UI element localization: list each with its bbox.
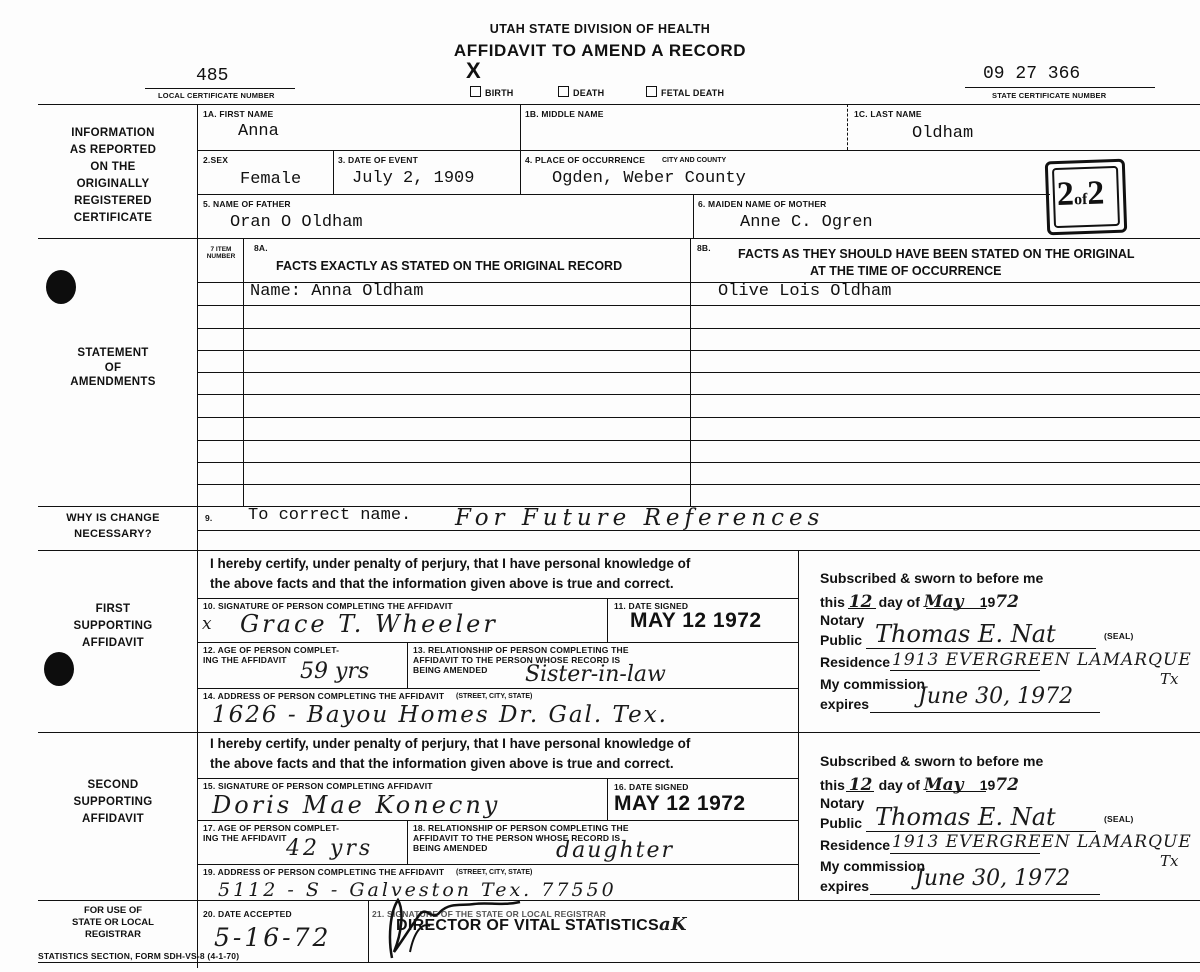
first-rel-label3: BEING AMENDED <box>413 665 488 675</box>
second-rel-label1: 18. RELATIONSHIP OF PERSON COMPLETING THE <box>413 823 629 833</box>
second-commission-label1: My commission <box>820 858 926 874</box>
date-accepted-value[interactable]: 5-16-72 <box>214 923 332 952</box>
date-accepted-label: 20. DATE ACCEPTED <box>203 909 292 919</box>
first-affidavit-label: FIRST SUPPORTING AFFIDAVIT <box>73 603 153 649</box>
second-notary-signature[interactable]: Thomas E. Nat <box>875 803 1056 831</box>
first-sworn-line1: Subscribed & sworn to before me <box>820 570 1044 586</box>
state-certificate-label: STATE CERTIFICATE NUMBER <box>992 91 1107 100</box>
section-amend-label: STATEMENT OF AMENDMENTS <box>70 347 156 388</box>
local-certificate-value: 485 <box>196 66 229 86</box>
first-address[interactable]: 1626 - Bayou Homes Dr. Gal. Tex. <box>212 702 668 728</box>
first-signature[interactable]: Grace T. Wheeler <box>240 610 498 638</box>
why-typed-reason[interactable]: To correct name. <box>248 506 412 525</box>
first-date-label: 11. DATE SIGNED <box>614 601 689 611</box>
first-age[interactable]: 59 yrs <box>300 659 370 684</box>
second-age-label2: ING THE AFFIDAVIT <box>203 833 287 843</box>
form-title: AFFIDAVIT TO AMEND A RECORD <box>453 41 747 60</box>
date-of-event-value[interactable]: July 2, 1909 <box>352 169 475 188</box>
registrar-label: FOR USE OF STATE OR LOCAL REGISTRAR <box>72 905 154 940</box>
first-seal-label: (SEAL) <box>1104 631 1134 641</box>
first-rel-label2: AFFIDAVIT TO THE PERSON WHOSE RECORD IS <box>413 655 621 665</box>
second-certify-line2: the above facts and that the information given above is true and correct. <box>210 756 674 771</box>
second-sworn-line1: Subscribed & sworn to before me <box>820 753 1044 769</box>
first-commission-label2: expires <box>820 696 870 712</box>
col-a-code: 8A. <box>254 243 268 253</box>
first-public-label: Public <box>820 632 863 648</box>
first-notary-signature[interactable]: Thomas E. Nat <box>875 620 1056 648</box>
second-sig-label: 15. SIGNATURE OF PERSON COMPLETING AFFIDAVIT <box>203 781 433 791</box>
state-certificate-value: 09 27 366 <box>983 64 1081 84</box>
first-name-value[interactable]: Anna <box>238 122 279 141</box>
registrar-sig-label: 21. SIGNATURE OF THE STATE OR LOCAL REGISTRAR <box>372 909 607 919</box>
second-age[interactable]: 42 yrs <box>286 836 374 861</box>
second-rel-label3: BEING AMENDED <box>413 843 488 853</box>
first-addr-sub: (STREET, CITY, STATE) <box>456 693 533 700</box>
col-b-header-line2: AT THE TIME OF OCCURRENCE <box>810 264 1002 278</box>
sex-value[interactable]: Female <box>240 170 302 189</box>
second-certify-line1: I hereby certify, under penalty of perjury, that I have personal knowledge of <box>210 736 691 751</box>
first-name-label: 1A. FIRST NAME <box>203 109 274 119</box>
second-residence-value[interactable]: 1913 EVERGREEN LAMARQUE <box>892 832 1192 852</box>
first-commission-label1: My commission <box>820 676 926 692</box>
first-certify-line2: the above facts and that the information given above is true and correct. <box>210 576 674 591</box>
place-label: 4. PLACE OF OCCURRENCE <box>525 155 646 165</box>
amend-original-value[interactable]: Name: Anna Oldham <box>250 282 424 301</box>
section-why-label: WHY IS CHANGE NECESSARY? <box>66 512 160 540</box>
why-handwritten-reason: For Future References <box>455 505 825 531</box>
second-seal-label: (SEAL) <box>1104 814 1134 824</box>
fetal-death-checkbox[interactable] <box>646 86 657 97</box>
item-number-label: 7 ITEM NUMBER <box>206 246 236 260</box>
birth-check-mark: X <box>466 58 481 83</box>
place-value[interactable]: Ogden, Weber County <box>552 169 746 188</box>
mother-value[interactable]: Anne C. Ogren <box>740 213 873 232</box>
second-addr-sub: (STREET, CITY, STATE) <box>456 869 533 876</box>
first-residence-extra: Tx <box>1160 670 1179 688</box>
middle-name-label: 1B. MIDDLE NAME <box>525 109 604 119</box>
second-date-signed[interactable]: MAY 12 1972 <box>614 792 746 815</box>
second-sworn-line2: this 12 day of May 1972 <box>820 775 1019 795</box>
second-date-label: 16. DATE SIGNED <box>614 782 689 792</box>
first-relationship[interactable]: Sister-in-law <box>525 662 666 687</box>
second-affidavit-label: SECOND SUPPORTING AFFIDAVIT <box>73 779 153 825</box>
second-address[interactable]: 5112 - S - Galveston Tex. 77550 <box>218 879 617 901</box>
second-notary-label: Notary <box>820 795 865 811</box>
last-name-value[interactable]: Oldham <box>912 124 974 143</box>
first-notary-label: Notary <box>820 612 865 628</box>
second-rel-label2: AFFIDAVIT TO THE PERSON WHOSE RECORD IS <box>413 833 621 843</box>
second-addr-label: 19. ADDRESS OF PERSON COMPLETING THE AFFIDAVIT <box>203 867 445 877</box>
director-title: DIRECTOR OF VITAL STATISTICSaK <box>396 914 687 935</box>
last-name-label: 1C. LAST NAME <box>854 109 922 119</box>
second-commission-value[interactable]: June 30, 1972 <box>915 866 1071 891</box>
first-commission-value[interactable]: June 30, 1972 <box>918 684 1074 709</box>
amend-corrected-value[interactable]: Olive Lois Oldham <box>718 282 892 301</box>
punch-hole-bottom <box>44 652 74 686</box>
record-type-birth[interactable]: BIRTH <box>470 86 514 98</box>
registrar-signature-scribble <box>370 892 550 964</box>
sex-label: 2.SEX <box>203 155 229 165</box>
second-residence-extra: Tx <box>1160 852 1179 870</box>
local-certificate-label: LOCAL CERTIFICATE NUMBER <box>158 91 275 100</box>
second-signature[interactable]: Doris Mae Konecny <box>212 791 501 819</box>
first-sig-mark: x <box>202 614 212 634</box>
first-addr-label: 14. ADDRESS OF PERSON COMPLETING THE AFFIDAVIT <box>203 691 445 701</box>
why-item-code: 9. <box>205 513 213 523</box>
page-stamp: 2of2 <box>1045 159 1128 236</box>
col-b-code: 8B. <box>697 243 711 253</box>
second-commission-label2: expires <box>820 878 870 894</box>
col-a-header: FACTS EXACTLY AS STATED ON THE ORIGINAL RECORD <box>276 259 623 273</box>
col-b-header-line1: FACTS AS THEY SHOULD HAVE BEEN STATED ON THE ORIGINAL <box>738 247 1135 261</box>
death-checkbox[interactable] <box>558 86 569 97</box>
second-public-label: Public <box>820 815 863 831</box>
mother-label: 6. MAIDEN NAME OF MOTHER <box>698 199 827 209</box>
first-rel-label1: 13. RELATIONSHIP OF PERSON COMPLETING THE <box>413 645 629 655</box>
first-residence-label: Residence <box>820 654 891 670</box>
place-sub-label: CITY AND COUNTY <box>662 157 727 164</box>
agency-name: UTAH STATE DIVISION OF HEALTH <box>489 22 711 36</box>
birth-checkbox[interactable] <box>470 86 481 97</box>
father-value[interactable]: Oran O Oldham <box>230 213 363 232</box>
first-sig-label: 10. SIGNATURE OF PERSON COMPLETING THE AFFIDAVIT <box>203 601 453 611</box>
form-id: STATISTICS SECTION, FORM SDH-VS-8 (4-1-70) <box>38 951 240 961</box>
second-relationship[interactable]: daughter <box>556 838 674 863</box>
second-residence-label: Residence <box>820 837 891 853</box>
punch-hole-top <box>46 270 76 304</box>
section-info-label: INFORMATION AS REPORTED ON THE ORIGINALLY REGISTERED CERTIFICATE <box>69 127 157 224</box>
record-type-death[interactable]: DEATH <box>558 86 604 98</box>
first-residence-value[interactable]: 1913 EVERGREEN LAMARQUE <box>892 650 1192 670</box>
second-age-label1: 17. AGE OF PERSON COMPLET- <box>203 823 340 833</box>
date-of-event-label: 3. DATE OF EVENT <box>338 155 419 165</box>
first-age-label1: 12. AGE OF PERSON COMPLET- <box>203 645 340 655</box>
record-type-fetal-death[interactable]: FETAL DEATH <box>646 86 724 98</box>
first-sworn-line2: this 12 day of May 1972 <box>820 592 1019 612</box>
first-certify-line1: I hereby certify, under penalty of perjury, that I have personal knowledge of <box>210 556 691 571</box>
father-label: 5. NAME OF FATHER <box>203 199 291 209</box>
first-date-signed[interactable]: MAY 12 1972 <box>630 609 762 632</box>
first-age-label2: ING THE AFFIDAVIT <box>203 655 287 665</box>
